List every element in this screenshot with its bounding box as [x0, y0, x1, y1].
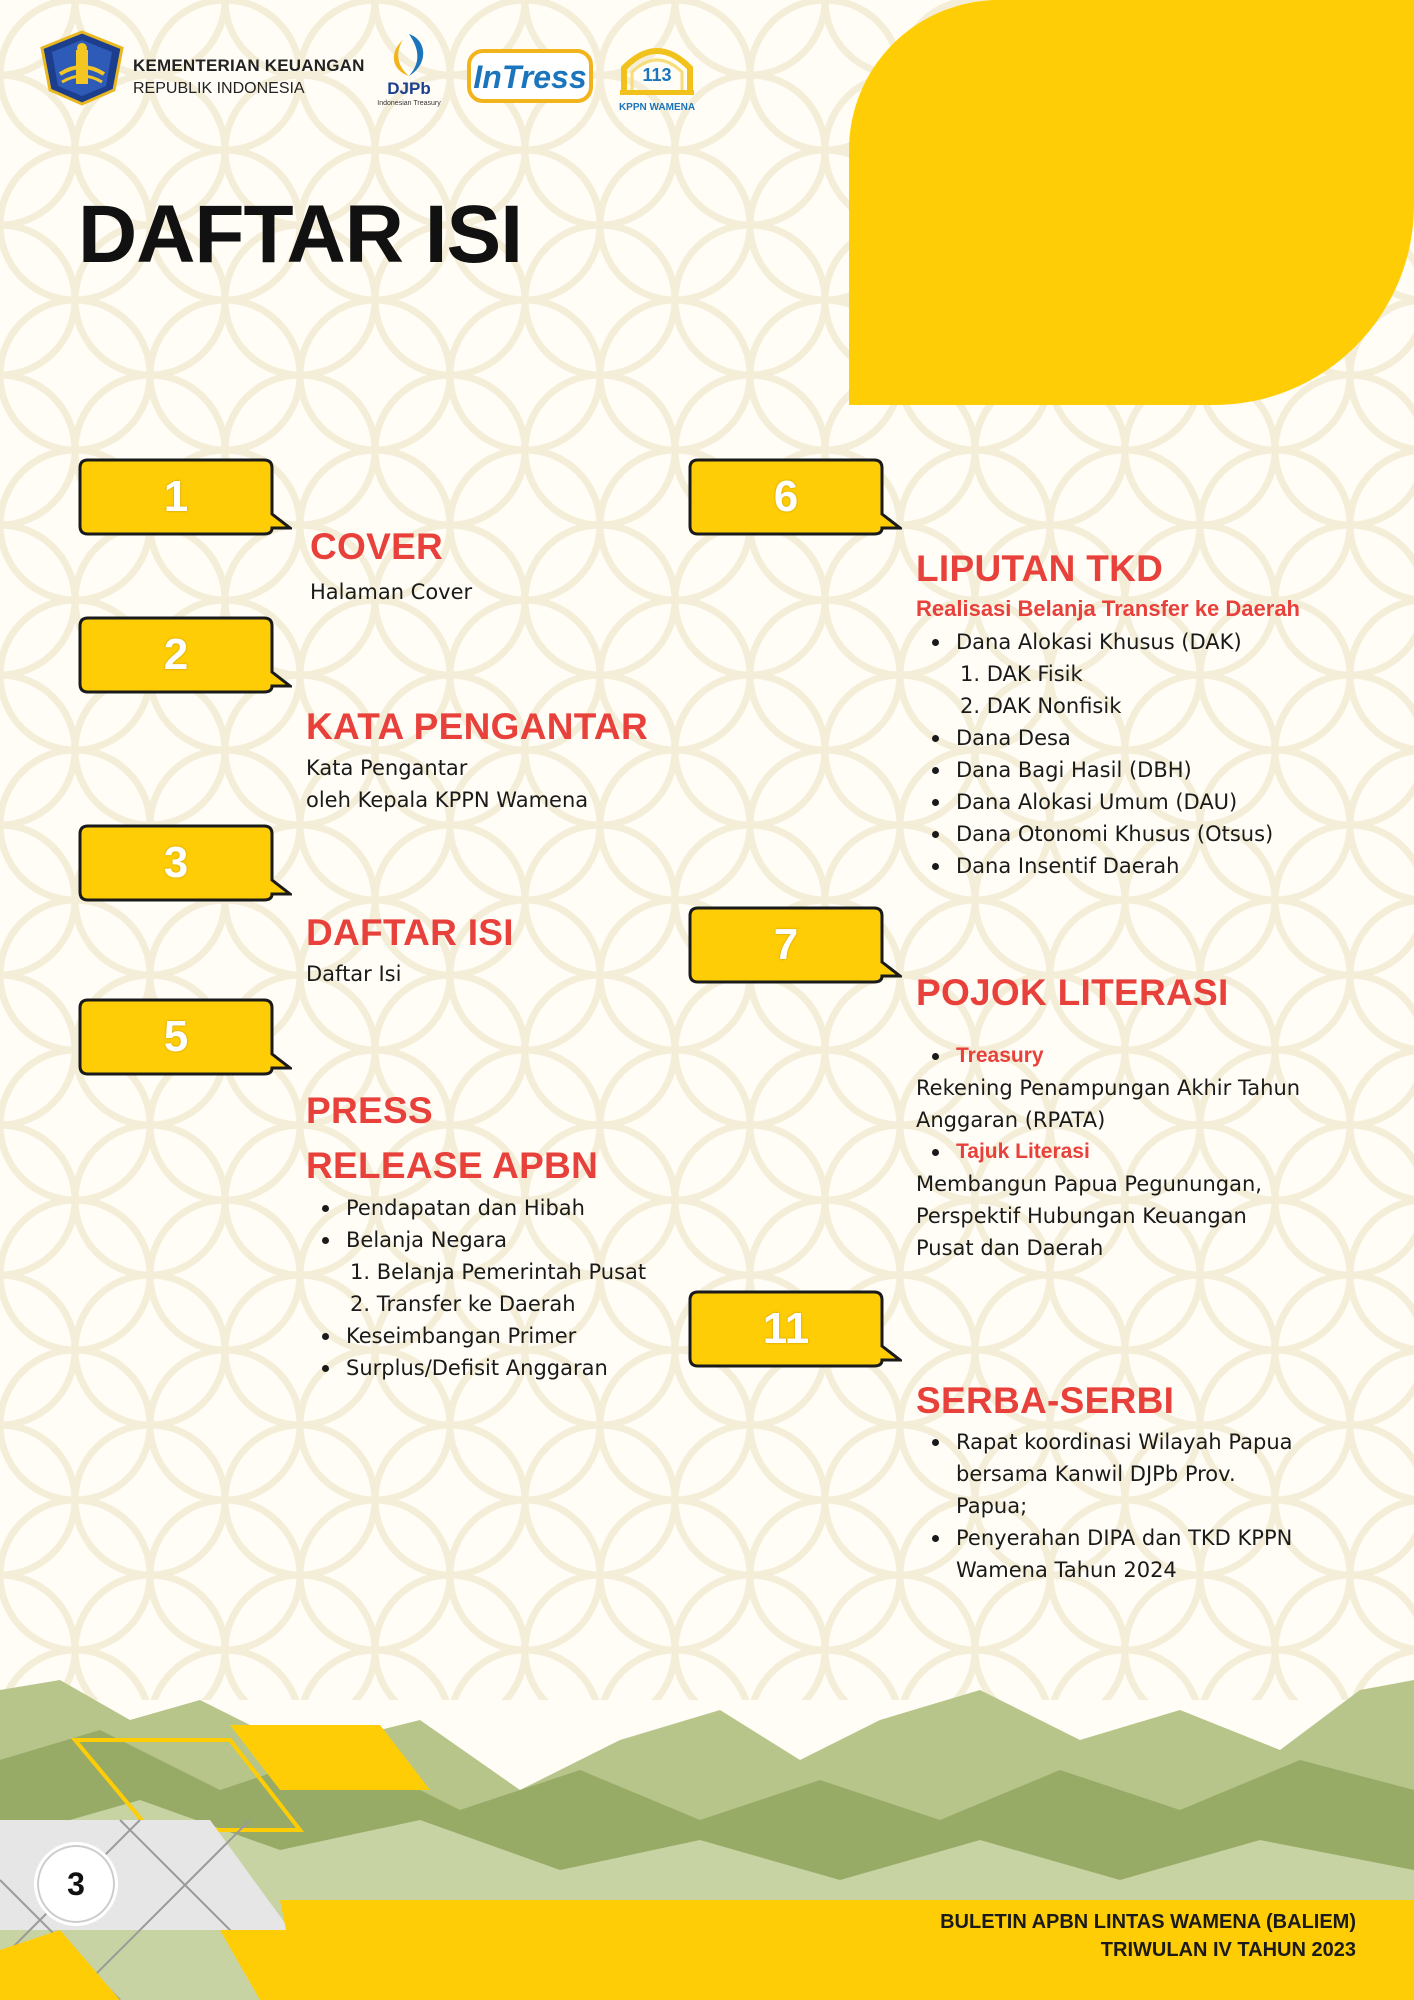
section-1-desc	[310, 576, 472, 608]
section-6-number: 6	[773, 472, 799, 521]
section-11-title: SERBA-SERBI	[916, 1380, 1175, 1421]
list-item: Dana Alokasi Khusus (DAK)	[916, 626, 1273, 658]
section-5-title-line2: RELEASE APBN	[306, 1145, 599, 1186]
footer-publication-info	[940, 1908, 1356, 1964]
kemenkeu-logo	[40, 30, 124, 106]
sublist-item: 1. DAK Fisik	[960, 662, 1083, 686]
section-6-list	[916, 626, 1273, 882]
section-5-number: 5	[163, 1012, 189, 1061]
section-3-desc	[306, 958, 401, 990]
section-6-title: LIPUTAN TKD	[916, 548, 1164, 589]
djpb-logo-text: DJPb	[387, 79, 431, 98]
section-11-list	[916, 1426, 1293, 1586]
djpb-logo-subtext: Indonesian Treasury	[377, 100, 441, 107]
section-2-desc-line: oleh Kepala KPPN Wamena	[306, 788, 589, 812]
list-item: Surplus/Defisit Anggaran	[306, 1352, 646, 1384]
list-item: Dana Bagi Hasil (DBH)	[916, 754, 1273, 786]
section-3-title: DAFTAR ISI	[306, 912, 514, 953]
section-3-desc-line: Daftar Isi	[306, 962, 402, 986]
section-2-badge	[78, 616, 278, 696]
djpb-logo	[373, 30, 445, 108]
section-3-badge	[78, 824, 278, 904]
page-title: DAFTAR ISI	[78, 189, 523, 280]
ministry-name	[133, 56, 365, 98]
literasi-item-label: Treasury	[916, 1040, 1300, 1072]
literasi-item-desc: Rekening Penampungan Akhir Tahun	[916, 1076, 1301, 1100]
list-item: Dana Insentif Daerah	[916, 850, 1273, 882]
section-5-title-line1: PRESS	[306, 1090, 433, 1131]
section-5-badge	[78, 998, 278, 1078]
kppn-logo-text: KPPN WAMENA	[618, 102, 696, 113]
section-2-desc	[306, 752, 588, 816]
section-7-badge	[688, 906, 888, 986]
list-item-line: Wamena Tahun 2024	[956, 1558, 1177, 1582]
list-item: Dana Alokasi Umum (DAU)	[916, 786, 1273, 818]
section-3-number: 3	[163, 838, 189, 887]
list-item-line: Penyerahan DIPA dan TKD KPPN	[956, 1526, 1293, 1550]
section-1-desc-line: Halaman Cover	[310, 580, 473, 604]
ministry-line1: KEMENTERIAN KEUANGAN	[133, 56, 365, 75]
section-6-subtitle: Realisasi Belanja Transfer ke Daerah	[916, 596, 1300, 621]
section-1-badge	[78, 458, 278, 538]
literasi-item-desc: Membangun Papua Pegunungan,	[916, 1172, 1262, 1196]
list-item-line: Papua;	[956, 1494, 1028, 1518]
literasi-item-label: Tajuk Literasi	[916, 1136, 1300, 1168]
list-item-line: bersama Kanwil DJPb Prov.	[956, 1462, 1236, 1486]
sublist-item: 1. Belanja Pemerintah Pusat	[350, 1260, 647, 1284]
footer-line2: TRIWULAN IV TAHUN 2023	[1100, 1939, 1356, 1961]
section-1-title: COVER	[310, 526, 444, 567]
section-7-number: 7	[773, 920, 799, 969]
section-2-number: 2	[163, 630, 189, 679]
list-item: Keseimbangan Primer	[306, 1320, 646, 1352]
intress-logo	[466, 48, 594, 104]
sublist-item: 2. Transfer ke Daerah	[350, 1292, 576, 1316]
section-1-number: 1	[163, 472, 189, 521]
section-7-title: POJOK LITERASI	[916, 972, 1229, 1013]
kppn-logo-number: 113	[642, 65, 672, 85]
footer-line1: BULETIN APBN LINTAS WAMENA (BALIEM)	[940, 1911, 1356, 1933]
ministry-line2: REPUBLIK INDONESIA	[133, 80, 305, 97]
page-number: 3	[34, 1842, 118, 1926]
section-2-title: KATA PENGANTAR	[306, 706, 648, 747]
list-item-line: Rapat koordinasi Wilayah Papua	[956, 1430, 1293, 1454]
list-item	[916, 1522, 1293, 1586]
section-5-list	[306, 1192, 646, 1384]
kppn-wamena-logo	[612, 34, 702, 116]
decorative-yellow-shape	[849, 0, 1414, 405]
section-7-content	[916, 1040, 1300, 1264]
literasi-item-desc: Anggaran (RPATA)	[916, 1108, 1106, 1132]
list-item: Belanja Negara	[306, 1224, 646, 1256]
section-11-badge	[688, 1290, 888, 1370]
list-item: Dana Desa	[916, 722, 1273, 754]
list-item: Pendapatan dan Hibah	[306, 1192, 646, 1224]
section-11-number: 11	[762, 1304, 810, 1353]
intress-logo-text: InTress	[473, 59, 587, 95]
list-item	[916, 1426, 1293, 1522]
list-item: Dana Otonomi Khusus (Otsus)	[916, 818, 1273, 850]
literasi-item-desc: Pusat dan Daerah	[916, 1236, 1104, 1260]
section-6-badge	[688, 458, 888, 538]
section-2-desc-line: Kata Pengantar	[306, 756, 468, 780]
sublist-item: 2. DAK Nonfisik	[960, 694, 1122, 718]
literasi-item-desc: Perspektif Hubungan Keuangan	[916, 1204, 1247, 1228]
